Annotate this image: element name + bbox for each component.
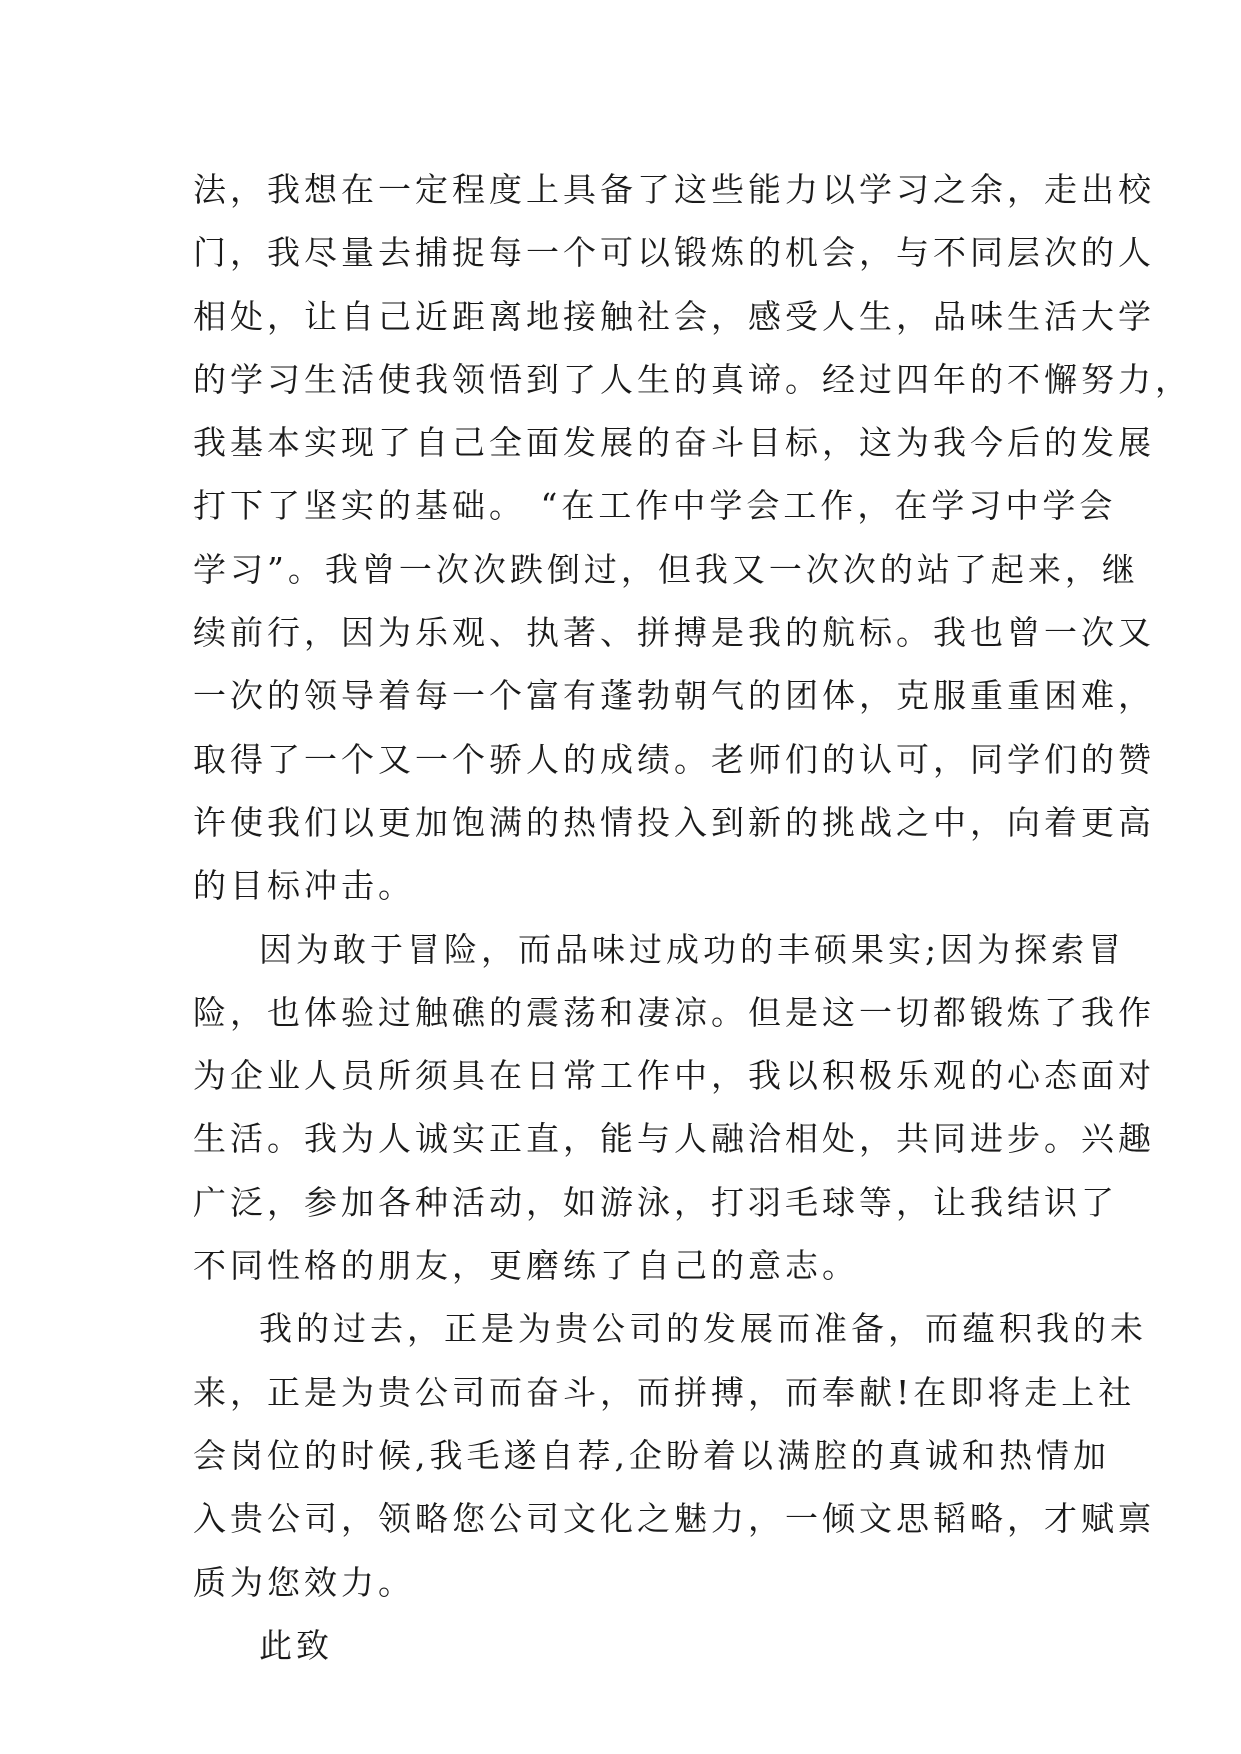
closing-salutation: 此致: [259, 1625, 333, 1665]
paragraph-line: 入贵公司，领略您公司文化之魅力，一倾文思韬略，才赋禀: [193, 1499, 1155, 1539]
paragraph-line: 会岗位的时候,我毛遂自荐,企盼着以满腔的真诚和热情加: [193, 1435, 1110, 1475]
paragraph-line: 险，也体验过触礁的震荡和凄凉。但是这一切都锻炼了我作: [193, 992, 1155, 1032]
paragraph-line: 我的过去，正是为贵公司的发展而准备，而蕴积我的未: [259, 1309, 1147, 1349]
paragraph-line: 取得了一个又一个骄人的成绩。老师们的认可，同学们的赞: [193, 739, 1155, 779]
paragraph-line: 质为您效力。: [193, 1562, 415, 1602]
paragraph-line: 生活。我为人诚实正直，能与人融洽相处，共同进步。兴趣: [193, 1119, 1155, 1159]
paragraph-line: 广泛，参加各种活动，如游泳，打羽毛球等，让我结识了: [193, 1182, 1118, 1222]
paragraph-line: 门，我尽量去捕捉每一个可以锻炼的机会，与不同层次的人: [193, 233, 1155, 273]
paragraph-line: 相处，让自己近距离地接触社会，感受人生，品味生活大学: [193, 296, 1155, 336]
paragraph-line: 打下了坚实的基础。 “在工作中学会工作，在学习中学会: [193, 486, 1117, 526]
paragraph-2: [193, 918, 1155, 1298]
paragraph-line: 我基本实现了自己全面发展的奋斗目标，这为我今后的发展: [193, 423, 1155, 463]
paragraph-line: 续前行，因为乐观、执著、拼搏是我的航标。我也曾一次又: [193, 613, 1155, 653]
paragraph-1: [193, 158, 1192, 918]
paragraph-3: [193, 1297, 1155, 1613]
paragraph-line: 的目标冲击。: [193, 866, 415, 906]
paragraph-line: 因为敢于冒险，而品味过成功的丰硕果实;因为探索冒: [259, 929, 1126, 969]
paragraph-line: 为企业人员所须具在日常工作中，我以积极乐观的心态面对: [193, 1056, 1155, 1096]
paragraph-line: 来，正是为贵公司而奋斗，而拼搏，而奉献!在即将走上社: [193, 1372, 1136, 1412]
paragraph-line: 法，我想在一定程度上具备了这些能力以学习之余，走出校: [193, 170, 1155, 209]
paragraph-line: 一次的领导着每一个富有蓬勃朝气的团体，克服重重困难，: [193, 676, 1155, 716]
letter-body: [193, 158, 1192, 1677]
paragraph-line: 学习”。我曾一次次跌倒过，但我又一次次的站了起来，继: [193, 549, 1139, 589]
paragraph-line: 的学习生活使我领悟到了人生的真谛。经过四年的不懈努力，: [193, 359, 1192, 399]
paragraph-line: 许使我们以更加饱满的热情投入到新的挑战之中，向着更高: [193, 802, 1155, 842]
paragraph-line: 不同性格的朋友，更磨练了自己的意志。: [193, 1246, 859, 1286]
